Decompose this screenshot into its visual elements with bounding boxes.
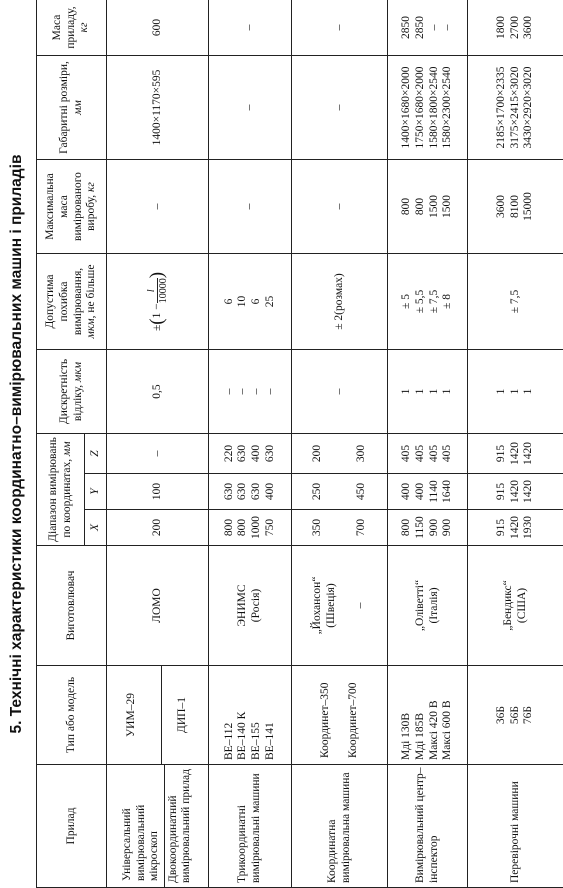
row-dims: 2185×1700×2335 3175×2415×3020 3430×2920×3020 <box>468 56 563 160</box>
row-maker: „Йохансон“ (Швеція) – <box>292 546 388 666</box>
row-mass: – <box>107 160 209 254</box>
header-error: Допустима похибка вимірювання, мкм, не більше <box>37 254 107 350</box>
page-title: 5. Технічні характеристики координатно–вимірювальних машин і приладів <box>8 154 25 734</box>
row-mass: – <box>292 160 388 254</box>
row-weight: 1800 2700 3600 <box>468 0 563 56</box>
row-x: 200 <box>107 510 209 546</box>
table-row <box>468 0 563 888</box>
table-row <box>107 0 209 888</box>
row-error: 6 10 6 25 <box>209 254 292 350</box>
row-model-list: Мді 130В Мді 185В Максі 420 В Максі 600 В <box>388 666 468 765</box>
row-x: 800 1150 900 900 <box>388 510 468 546</box>
header-range: Діапазон вимірювань по координатах, мм <box>37 434 85 546</box>
row-division: 1 1 1 <box>468 350 563 434</box>
header-dims: Габаритні розміри, мм <box>37 56 107 160</box>
header-weight: Маса приладу, кг <box>37 0 107 56</box>
row-mass: – <box>209 160 292 254</box>
row-weight: – <box>209 0 292 56</box>
row-z: 220 630 400 630 <box>209 434 292 474</box>
row-y: 100 <box>107 474 209 510</box>
row-dims: – <box>209 56 292 160</box>
row-device: Трикоординатні вимірювальні машини <box>209 765 292 888</box>
header-y: Y <box>85 474 107 510</box>
header-z: Z <box>85 434 107 474</box>
table-row <box>388 0 468 888</box>
header-maker: Виготовлювач <box>37 546 107 666</box>
header-division: Дискретність відліку, мкм <box>37 350 107 434</box>
table-row <box>292 0 388 888</box>
row-mass: 800 800 1500 1500 <box>388 160 468 254</box>
row-mass: 3600 8100 15000 <box>468 160 563 254</box>
row-device: Координатна вимірювальна машина <box>292 765 388 888</box>
row-model: Координет–350 Координет–700 <box>292 666 388 765</box>
row-model-list: ВЕ–112 ВЕ–140 К ВЕ–155 ВЕ–141 <box>209 666 292 765</box>
header-x: X <box>85 510 107 546</box>
row-z: – <box>107 434 209 474</box>
row-y: 915 1420 1420 <box>468 474 563 510</box>
row-dims: 1400×1170×595 <box>107 56 209 160</box>
table-row <box>209 0 292 888</box>
row-weight: – <box>292 0 388 56</box>
row-y: 250 450 <box>292 474 388 510</box>
specs-table <box>36 0 563 888</box>
row-z: 915 1420 1420 <box>468 434 563 474</box>
row-division: – – – – <box>209 350 292 434</box>
row-device: Перевірочні машини <box>468 765 563 888</box>
row-error: ± 2(розмах) <box>292 254 388 350</box>
header-model: Тип або модель <box>37 666 107 765</box>
row-model-list: 36Б 56Б 76Б <box>468 666 563 765</box>
row-division: – <box>292 350 388 434</box>
row-maker: ЛОМО <box>107 546 209 666</box>
row-y: 630 630 630 400 <box>209 474 292 510</box>
header-mass: Максимальна маса вимірюваного виробу, кг <box>37 160 107 254</box>
row-division: 0,5 <box>107 350 209 434</box>
row-error-formula: ±(1 − l 10000 ) <box>107 254 209 350</box>
header-device: Прилад <box>37 765 107 888</box>
row-z: 200 300 <box>292 434 388 474</box>
row-weight: 600 <box>107 0 209 56</box>
row-model: УИМ–29 ДИП–1 <box>107 666 209 765</box>
row-error: ± 7,5 <box>468 254 563 350</box>
row-dims: – <box>292 56 388 160</box>
row-x: 800 800 1000 750 <box>209 510 292 546</box>
row-dims: 1400×1680×2000 1750×1680×2000 1580×1800×2540 1580×2300×2540 <box>388 56 468 160</box>
row-maker: „Бендикс“ (США) <box>468 546 563 666</box>
row-x: 915 1420 1930 <box>468 510 563 546</box>
row-division: 1 1 1 1 <box>388 350 468 434</box>
row-x: 350 700 <box>292 510 388 546</box>
row-y: 400 400 1140 1640 <box>388 474 468 510</box>
row-error: ± 5 ± 5,5 ± 7,5 ± 8 <box>388 254 468 350</box>
row-maker: „Оліветті“ (Італія) <box>388 546 468 666</box>
row-maker: ЭНИМС (Росія) <box>209 546 292 666</box>
row-weight: 2850 2850 – – <box>388 0 468 56</box>
row-device: Вимірювальний центр–інспектор <box>388 765 468 888</box>
row-device: Універсальний вимірювальний мікроскоп Двокоординатний вимірювальний прилад <box>107 765 209 888</box>
row-z: 405 405 405 405 <box>388 434 468 474</box>
